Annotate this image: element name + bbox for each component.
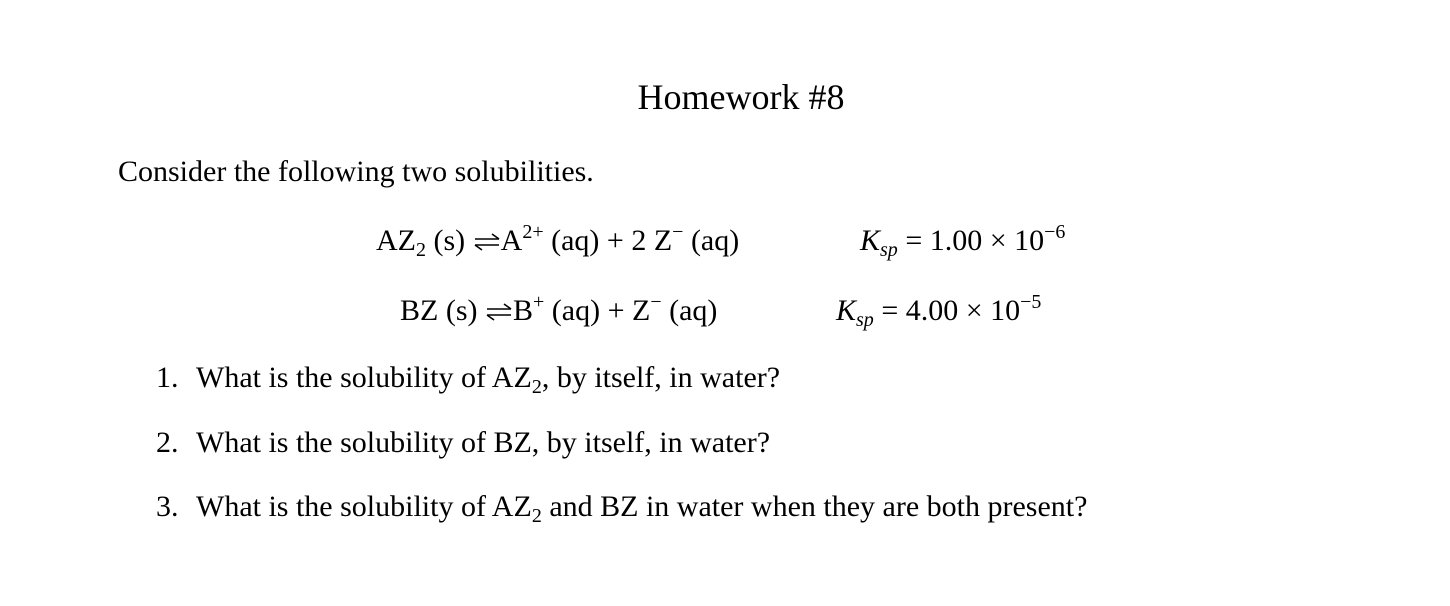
ksp-subscript: sp xyxy=(856,309,874,331)
equilibrium-arrow-icon xyxy=(485,302,513,322)
question-number: 1. xyxy=(156,361,179,394)
question-text: What is the solubility of BZ, by itself, in water? xyxy=(196,426,771,459)
equilibrium-equation-2 xyxy=(400,291,718,328)
question-text-end: , by itself, in water? xyxy=(541,361,781,394)
eq2-product-2-state: (aq) xyxy=(661,294,718,327)
eq1-reactant-state: (s) xyxy=(426,224,473,257)
question-text: What is the solubility of AZ xyxy=(196,490,532,523)
eq1-reactant: AZ xyxy=(376,224,416,257)
question-2 xyxy=(156,426,770,460)
eq2-reactant-state: (s) xyxy=(438,294,485,327)
question-number: 2. xyxy=(156,426,179,459)
question-subscript: 2 xyxy=(531,376,542,398)
eq1-product-1-state: (aq) + 2 Z xyxy=(543,224,673,257)
eq1-reactant-sub: 2 xyxy=(416,239,426,261)
question-subscript: 2 xyxy=(531,505,542,527)
equilibrium-equation-1 xyxy=(376,221,740,261)
eq1-product-1: A xyxy=(500,224,523,257)
eq2-product-2-charge: − xyxy=(650,291,662,313)
eq2-product-1-state: (aq) + Z xyxy=(544,294,651,327)
question-3 xyxy=(156,490,1088,527)
question-text-end: and BZ in water when they are both present? xyxy=(541,490,1088,523)
ksp-exponent: −6 xyxy=(1044,221,1066,243)
ksp-subscript: sp xyxy=(880,239,898,261)
eq1-product-2-charge: − xyxy=(672,221,684,243)
ksp-exponent: −5 xyxy=(1020,291,1042,313)
eq2-reactant: BZ xyxy=(400,294,439,327)
ksp-symbol: K xyxy=(836,294,857,327)
intro-text: Consider the following two solubilities. xyxy=(118,155,594,188)
ksp-number: = 1.00 × 10 xyxy=(897,224,1045,257)
ksp-symbol: K xyxy=(860,224,881,257)
question-1 xyxy=(156,361,781,398)
question-text: What is the solubility of AZ xyxy=(196,361,532,394)
ksp-value-2 xyxy=(836,291,1042,331)
eq2-product-1-charge: + xyxy=(533,291,545,313)
ksp-value-1 xyxy=(860,221,1066,261)
eq2-product-1: B xyxy=(513,294,534,327)
eq1-product-1-charge: 2+ xyxy=(522,221,544,243)
equilibrium-arrow-icon xyxy=(473,232,501,252)
page-title: Homework #8 xyxy=(637,77,845,117)
ksp-number: = 4.00 × 10 xyxy=(873,294,1021,327)
question-number: 3. xyxy=(156,490,179,523)
eq1-product-2-state: (aq) xyxy=(683,224,740,257)
